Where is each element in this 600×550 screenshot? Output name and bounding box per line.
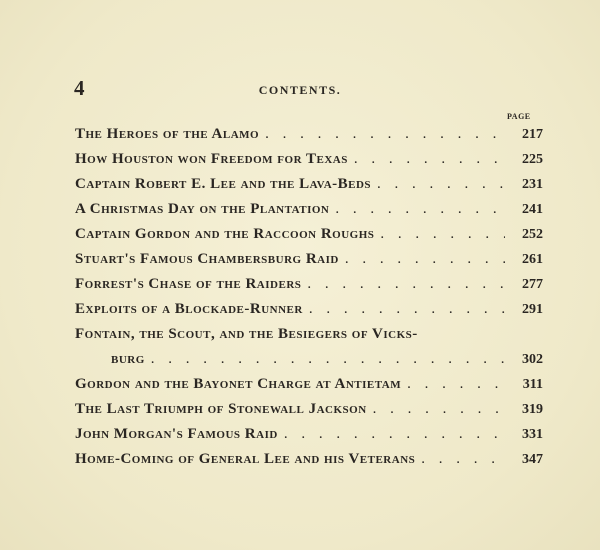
page-title: CONTENTS. (258, 83, 342, 97)
leader-dots (309, 297, 505, 322)
toc-entry-title: The Heroes of the Alamo (75, 126, 260, 142)
toc-entry[interactable] (75, 447, 543, 472)
toc-entry[interactable] (75, 397, 543, 422)
toc-entry-title: Captain Robert E. Lee and the Lava-Beds (75, 176, 372, 192)
toc-entry[interactable] (75, 322, 543, 347)
toc-entry-page: 331 (522, 427, 543, 442)
toc-entry-page: 291 (522, 302, 543, 317)
leader-dots (380, 222, 505, 247)
leader-dots (354, 147, 505, 172)
toc-entry-title: Stuart's Famous Chambersburg Raid (75, 251, 339, 267)
toc-entry-page: 225 (522, 152, 543, 167)
toc-entry[interactable] (75, 297, 543, 322)
toc-entry[interactable] (75, 272, 543, 297)
toc-entry-page: 302 (522, 352, 543, 367)
toc-entry-title: The Last Triumph of Stonewall Jackson (75, 401, 367, 417)
toc-entry[interactable] (75, 147, 543, 172)
toc-entry-title: Gordon and the Bayonet Charge at Antietam (75, 376, 402, 392)
toc-entry[interactable] (75, 222, 543, 247)
toc-entry-title: John Morgan's Famous Raid (75, 426, 278, 442)
leader-dots (335, 197, 505, 222)
toc-entry[interactable] (75, 422, 543, 447)
leader-dots (265, 122, 505, 147)
leader-dots (345, 247, 505, 272)
toc-entry-page: 277 (522, 277, 543, 292)
toc-entry[interactable] (75, 172, 543, 197)
toc-entry[interactable] (75, 122, 543, 147)
toc-entry-title: A Christmas Day on the Plantation (75, 201, 330, 217)
toc-entry-title: How Houston won Freedom for Texas (75, 151, 348, 167)
toc-entry-continuation[interactable] (75, 347, 543, 372)
leader-dots (151, 347, 505, 372)
page-number: 4 (74, 76, 85, 100)
leader-dots (284, 422, 505, 447)
leader-dots (377, 172, 505, 197)
toc-entry[interactable] (75, 197, 543, 222)
toc-entry-page: 241 (522, 202, 543, 217)
leader-dots (407, 372, 505, 397)
toc-entry-page: 347 (522, 452, 543, 467)
leader-dots (307, 272, 505, 297)
toc-entry-page: 311 (522, 377, 543, 392)
toc-entry-page: 231 (522, 177, 543, 192)
toc-entry-page: 252 (522, 227, 543, 242)
toc-entry-title: Exploits of a Blockade-Runner (75, 301, 303, 317)
leader-dots (373, 397, 505, 422)
toc-entry[interactable] (75, 372, 543, 397)
toc-entry-title: Captain Gordon and the Raccoon Roughs (75, 226, 375, 242)
toc-entry-title: Fontain, the Scout, and the Besiegers of Vicks- (75, 326, 418, 342)
toc-entry-page: 217 (522, 127, 543, 142)
page-column-header: PAGE (507, 112, 531, 121)
leader-dots (421, 447, 505, 472)
toc-entry-page: 319 (522, 402, 543, 417)
toc-entry-title: Home-Coming of General Lee and his Veterans (75, 451, 416, 467)
toc-entry-title-continuation: burg (111, 351, 145, 367)
table-of-contents (75, 122, 543, 472)
toc-entry-page: 261 (522, 252, 543, 267)
toc-entry[interactable] (75, 247, 543, 272)
toc-entry-title: Forrest's Chase of the Raiders (75, 276, 302, 292)
